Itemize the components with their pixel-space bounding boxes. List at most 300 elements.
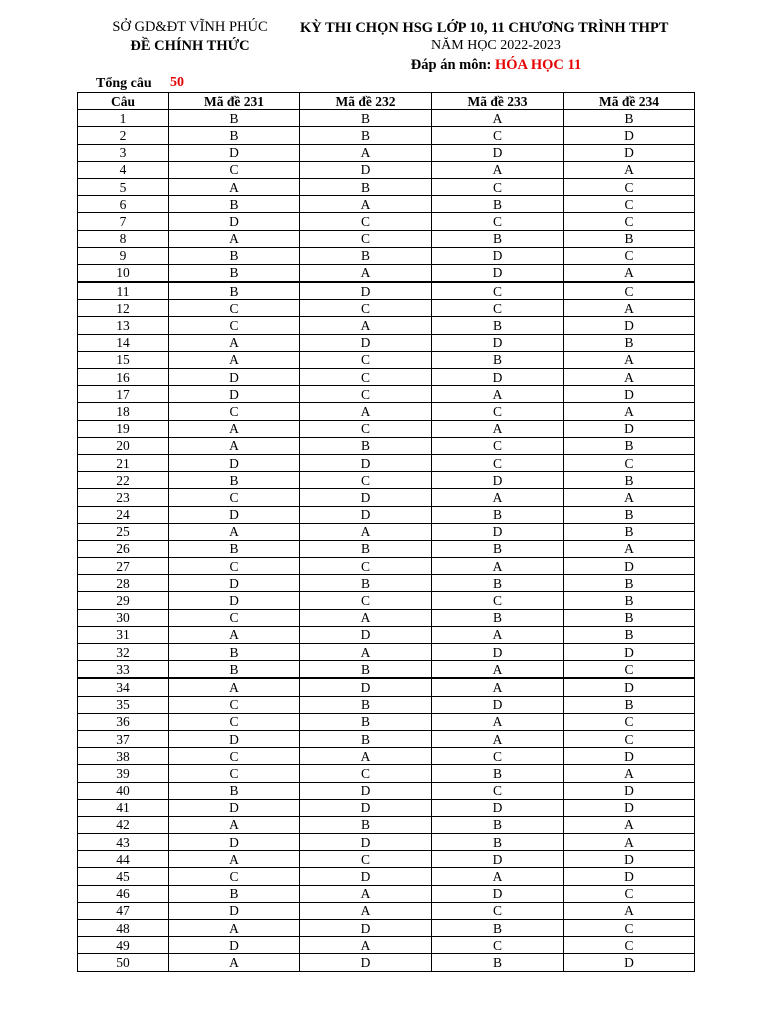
- answer-code-232: C: [300, 592, 432, 609]
- answer-code-232: B: [300, 540, 432, 557]
- answer-code-231: C: [169, 317, 300, 334]
- answer-code-234: C: [564, 920, 695, 937]
- answer-code-232: A: [300, 609, 432, 626]
- answer-code-232: B: [300, 437, 432, 454]
- answer-code-231: B: [169, 247, 300, 264]
- table-row: [78, 540, 695, 557]
- table-row: [78, 144, 695, 161]
- answer-code-231: D: [169, 386, 300, 403]
- answer-code-232: C: [300, 386, 432, 403]
- answer-code-234: B: [564, 609, 695, 626]
- question-number: 20: [78, 437, 169, 454]
- answer-code-232: A: [300, 523, 432, 540]
- answer-key-title: Đáp án môn: HÓA HỌC 11: [410, 57, 582, 73]
- column-header-question: Câu: [78, 93, 169, 110]
- question-number: 5: [78, 178, 169, 195]
- answer-code-234: C: [564, 937, 695, 954]
- table-row: [78, 644, 695, 661]
- answer-code-234: B: [564, 230, 695, 247]
- answer-code-233: D: [432, 472, 564, 489]
- table-row: [78, 213, 695, 230]
- answer-code-232: A: [300, 937, 432, 954]
- answer-code-231: B: [169, 282, 300, 300]
- answer-code-233: C: [432, 454, 564, 471]
- answer-code-232: B: [300, 816, 432, 833]
- answer-code-231: D: [169, 506, 300, 523]
- answer-code-233: D: [432, 696, 564, 713]
- answer-code-234: B: [564, 696, 695, 713]
- answer-code-234: A: [564, 834, 695, 851]
- answer-code-233: C: [432, 902, 564, 919]
- table-row: [78, 713, 695, 730]
- answer-code-231: D: [169, 937, 300, 954]
- answer-code-231: C: [169, 558, 300, 575]
- answer-code-232: A: [300, 885, 432, 902]
- answer-code-231: A: [169, 230, 300, 247]
- question-number: 48: [78, 920, 169, 937]
- answer-code-231: A: [169, 351, 300, 368]
- answer-code-231: C: [169, 489, 300, 506]
- question-number: 22: [78, 472, 169, 489]
- table-row: [78, 506, 695, 523]
- answer-code-234: A: [564, 765, 695, 782]
- question-number: 42: [78, 816, 169, 833]
- table-row: [78, 230, 695, 247]
- school-year: NĂM HỌC 2022-2023: [431, 38, 561, 53]
- question-number: 37: [78, 730, 169, 747]
- question-number: 28: [78, 575, 169, 592]
- answer-code-234: C: [564, 454, 695, 471]
- answer-code-232: D: [300, 334, 432, 351]
- answer-code-232: D: [300, 868, 432, 885]
- answer-code-231: D: [169, 369, 300, 386]
- answer-code-234: D: [564, 644, 695, 661]
- answer-code-232: D: [300, 678, 432, 696]
- table-row: [78, 661, 695, 679]
- answer-code-231: A: [169, 954, 300, 971]
- answer-code-233: D: [432, 334, 564, 351]
- department-name: SỞ GD&ĐT VĨNH PHÚC: [112, 19, 268, 35]
- answer-code-233: C: [432, 127, 564, 144]
- answer-code-233: B: [432, 834, 564, 851]
- table-row: [78, 161, 695, 178]
- answer-code-233: C: [432, 213, 564, 230]
- answer-code-234: C: [564, 730, 695, 747]
- question-number: 15: [78, 351, 169, 368]
- answer-code-233: B: [432, 317, 564, 334]
- answer-code-234: D: [564, 558, 695, 575]
- table-row: [78, 782, 695, 799]
- answer-code-233: A: [432, 110, 564, 127]
- answer-code-234: A: [564, 902, 695, 919]
- table-row: [78, 110, 695, 127]
- answer-code-232: B: [300, 661, 432, 679]
- question-number: 41: [78, 799, 169, 816]
- question-number: 19: [78, 420, 169, 437]
- question-number: 38: [78, 748, 169, 765]
- answer-code-232: D: [300, 782, 432, 799]
- answer-code-231: D: [169, 213, 300, 230]
- table-row: [78, 868, 695, 885]
- answer-code-234: D: [564, 954, 695, 971]
- answer-code-231: B: [169, 644, 300, 661]
- table-row: [78, 317, 695, 334]
- answer-code-234: A: [564, 816, 695, 833]
- answer-code-233: D: [432, 885, 564, 902]
- question-number: 25: [78, 523, 169, 540]
- table-row: [78, 678, 695, 696]
- question-number: 27: [78, 558, 169, 575]
- answer-code-234: C: [564, 178, 695, 195]
- question-number: 16: [78, 369, 169, 386]
- answer-code-233: C: [432, 300, 564, 317]
- answer-code-233: D: [432, 264, 564, 282]
- answer-code-234: B: [564, 592, 695, 609]
- answer-code-233: B: [432, 816, 564, 833]
- answer-code-232: D: [300, 920, 432, 937]
- table-row: [78, 127, 695, 144]
- answer-code-233: A: [432, 489, 564, 506]
- question-number: 45: [78, 868, 169, 885]
- answer-code-233: C: [432, 437, 564, 454]
- answer-code-231: B: [169, 264, 300, 282]
- answer-code-233: D: [432, 523, 564, 540]
- answer-code-232: C: [300, 230, 432, 247]
- question-number: 35: [78, 696, 169, 713]
- answer-code-234: A: [564, 264, 695, 282]
- answer-code-234: B: [564, 575, 695, 592]
- answer-code-232: A: [300, 144, 432, 161]
- answer-code-231: B: [169, 885, 300, 902]
- answer-code-231: B: [169, 196, 300, 213]
- answer-code-233: D: [432, 144, 564, 161]
- answer-code-233: A: [432, 161, 564, 178]
- answer-code-232: D: [300, 489, 432, 506]
- answer-code-232: C: [300, 369, 432, 386]
- answer-code-233: C: [432, 748, 564, 765]
- table-row: [78, 575, 695, 592]
- answer-code-234: D: [564, 386, 695, 403]
- answer-code-231: C: [169, 300, 300, 317]
- answer-code-231: B: [169, 782, 300, 799]
- answer-code-232: B: [300, 696, 432, 713]
- answer-code-231: A: [169, 920, 300, 937]
- answer-code-233: D: [432, 851, 564, 868]
- answer-code-234: D: [564, 799, 695, 816]
- answer-code-231: C: [169, 403, 300, 420]
- answer-code-232: D: [300, 799, 432, 816]
- answer-code-232: B: [300, 247, 432, 264]
- answer-code-234: B: [564, 506, 695, 523]
- answer-code-231: B: [169, 661, 300, 679]
- answer-code-232: C: [300, 351, 432, 368]
- question-number: 50: [78, 954, 169, 971]
- answer-code-232: D: [300, 506, 432, 523]
- answer-code-234: C: [564, 282, 695, 300]
- answer-code-231: C: [169, 868, 300, 885]
- table-row: [78, 300, 695, 317]
- answer-code-233: C: [432, 782, 564, 799]
- question-number: 4: [78, 161, 169, 178]
- table-row: [78, 885, 695, 902]
- answer-code-231: A: [169, 420, 300, 437]
- answer-code-233: A: [432, 730, 564, 747]
- answer-code-233: D: [432, 247, 564, 264]
- answer-code-234: D: [564, 317, 695, 334]
- answer-code-233: C: [432, 178, 564, 195]
- answer-code-231: A: [169, 437, 300, 454]
- table-row: [78, 264, 695, 282]
- question-number: 14: [78, 334, 169, 351]
- answer-code-232: C: [300, 420, 432, 437]
- answer-code-231: D: [169, 834, 300, 851]
- answer-code-231: C: [169, 765, 300, 782]
- answer-code-234: B: [564, 523, 695, 540]
- question-number: 6: [78, 196, 169, 213]
- answer-code-231: B: [169, 110, 300, 127]
- answer-code-233: A: [432, 661, 564, 679]
- answer-code-233: A: [432, 558, 564, 575]
- answer-code-234: A: [564, 369, 695, 386]
- answer-code-233: D: [432, 799, 564, 816]
- answer-code-232: C: [300, 472, 432, 489]
- answer-code-233: C: [432, 403, 564, 420]
- table-row: [78, 799, 695, 816]
- table-row: [78, 558, 695, 575]
- table-row: [78, 334, 695, 351]
- answer-code-233: A: [432, 626, 564, 643]
- subject-name: HÓA HỌC 11: [495, 57, 582, 73]
- answer-code-232: A: [300, 317, 432, 334]
- table-row: [78, 765, 695, 782]
- table-row: [78, 351, 695, 368]
- question-number: 9: [78, 247, 169, 264]
- column-header-code-233: Mã đề 233: [432, 93, 564, 110]
- answer-code-231: A: [169, 678, 300, 696]
- answer-code-234: C: [564, 196, 695, 213]
- question-number: 30: [78, 609, 169, 626]
- answer-code-231: B: [169, 127, 300, 144]
- question-number: 1: [78, 110, 169, 127]
- answer-code-231: D: [169, 454, 300, 471]
- table-row: [78, 472, 695, 489]
- question-number: 8: [78, 230, 169, 247]
- question-number: 43: [78, 834, 169, 851]
- answer-code-233: B: [432, 609, 564, 626]
- answer-code-231: D: [169, 575, 300, 592]
- question-number: 26: [78, 540, 169, 557]
- column-header-code-231: Mã đề 231: [169, 93, 300, 110]
- table-row: [78, 816, 695, 833]
- answer-code-234: D: [564, 127, 695, 144]
- question-number: 39: [78, 765, 169, 782]
- question-number: 13: [78, 317, 169, 334]
- answer-code-232: A: [300, 264, 432, 282]
- table-row: [78, 523, 695, 540]
- answer-code-231: D: [169, 799, 300, 816]
- total-questions-label: Tổng câu: [96, 76, 152, 91]
- answer-key-prefix: Đáp án môn: [410, 57, 487, 73]
- answer-code-232: D: [300, 282, 432, 300]
- question-number: 49: [78, 937, 169, 954]
- table-row: [78, 696, 695, 713]
- answer-code-234: B: [564, 472, 695, 489]
- answer-code-234: C: [564, 885, 695, 902]
- answer-code-231: D: [169, 902, 300, 919]
- answer-code-232: C: [300, 558, 432, 575]
- answer-table: [77, 92, 695, 972]
- question-number: 11: [78, 282, 169, 300]
- question-number: 24: [78, 506, 169, 523]
- answer-code-233: D: [432, 369, 564, 386]
- table-row: [78, 178, 695, 195]
- official-label: ĐỀ CHÍNH THỨC: [130, 38, 250, 54]
- table-row: [78, 369, 695, 386]
- table-row: [78, 282, 695, 300]
- answer-code-233: B: [432, 765, 564, 782]
- answer-code-234: B: [564, 334, 695, 351]
- table-row: [78, 454, 695, 471]
- answer-code-234: D: [564, 782, 695, 799]
- table-row: [78, 748, 695, 765]
- table-row: [78, 592, 695, 609]
- answer-code-234: B: [564, 626, 695, 643]
- answer-code-232: B: [300, 575, 432, 592]
- table-row: [78, 937, 695, 954]
- answer-code-234: D: [564, 144, 695, 161]
- answer-code-233: A: [432, 868, 564, 885]
- answer-code-234: A: [564, 351, 695, 368]
- answer-code-232: B: [300, 127, 432, 144]
- answer-code-233: C: [432, 937, 564, 954]
- table-row: [78, 834, 695, 851]
- answer-code-234: C: [564, 213, 695, 230]
- answer-code-231: C: [169, 161, 300, 178]
- answer-code-234: B: [564, 437, 695, 454]
- answer-code-232: B: [300, 110, 432, 127]
- answer-code-231: D: [169, 592, 300, 609]
- answer-code-232: C: [300, 765, 432, 782]
- table-row: [78, 730, 695, 747]
- answer-code-231: A: [169, 178, 300, 195]
- question-number: 47: [78, 902, 169, 919]
- question-number: 29: [78, 592, 169, 609]
- question-number: 44: [78, 851, 169, 868]
- answer-code-231: D: [169, 144, 300, 161]
- table-row: [78, 851, 695, 868]
- column-header-code-234: Mã đề 234: [564, 93, 695, 110]
- answer-code-233: B: [432, 954, 564, 971]
- table-row: [78, 437, 695, 454]
- answer-code-233: A: [432, 420, 564, 437]
- table-row: [78, 403, 695, 420]
- table-row: [78, 920, 695, 937]
- answer-code-232: D: [300, 161, 432, 178]
- answer-code-231: B: [169, 472, 300, 489]
- answer-code-234: A: [564, 300, 695, 317]
- answer-code-231: A: [169, 816, 300, 833]
- question-number: 2: [78, 127, 169, 144]
- answer-code-231: C: [169, 748, 300, 765]
- table-row: [78, 196, 695, 213]
- table-row: [78, 420, 695, 437]
- question-number: 32: [78, 644, 169, 661]
- answer-code-231: A: [169, 334, 300, 351]
- answer-code-234: A: [564, 540, 695, 557]
- answer-code-231: A: [169, 523, 300, 540]
- answer-code-234: D: [564, 748, 695, 765]
- answer-code-234: A: [564, 489, 695, 506]
- answer-code-234: C: [564, 247, 695, 264]
- table-row: [78, 489, 695, 506]
- answer-code-233: B: [432, 351, 564, 368]
- table-row: [78, 609, 695, 626]
- answer-table-header-row: [78, 93, 695, 110]
- question-number: 33: [78, 661, 169, 679]
- answer-code-231: A: [169, 851, 300, 868]
- answer-code-234: A: [564, 403, 695, 420]
- answer-code-232: D: [300, 454, 432, 471]
- answer-code-232: A: [300, 196, 432, 213]
- answer-code-232: C: [300, 213, 432, 230]
- answer-code-233: B: [432, 506, 564, 523]
- table-row: [78, 386, 695, 403]
- answer-code-232: D: [300, 834, 432, 851]
- answer-code-234: D: [564, 420, 695, 437]
- answer-code-231: C: [169, 609, 300, 626]
- answer-code-231: A: [169, 626, 300, 643]
- question-number: 23: [78, 489, 169, 506]
- answer-code-231: D: [169, 730, 300, 747]
- answer-code-233: B: [432, 920, 564, 937]
- question-number: 40: [78, 782, 169, 799]
- question-number: 31: [78, 626, 169, 643]
- answer-code-231: C: [169, 696, 300, 713]
- answer-code-233: A: [432, 386, 564, 403]
- answer-code-233: A: [432, 678, 564, 696]
- answer-code-232: C: [300, 851, 432, 868]
- question-number: 46: [78, 885, 169, 902]
- question-number: 21: [78, 454, 169, 471]
- question-number: 3: [78, 144, 169, 161]
- answer-code-231: C: [169, 713, 300, 730]
- answer-code-233: C: [432, 592, 564, 609]
- answer-code-234: B: [564, 110, 695, 127]
- answer-code-232: A: [300, 902, 432, 919]
- answer-code-233: B: [432, 540, 564, 557]
- answer-code-231: B: [169, 540, 300, 557]
- answer-code-234: C: [564, 713, 695, 730]
- answer-code-232: B: [300, 730, 432, 747]
- exam-title: KỲ THI CHỌN HSG LỚP 10, 11 CHƯƠNG TRÌNH THPT: [300, 20, 669, 36]
- answer-code-234: D: [564, 868, 695, 885]
- answer-code-234: D: [564, 851, 695, 868]
- column-header-code-232: Mã đề 232: [300, 93, 432, 110]
- table-row: [78, 902, 695, 919]
- answer-code-232: B: [300, 713, 432, 730]
- question-number: 18: [78, 403, 169, 420]
- answer-code-232: C: [300, 300, 432, 317]
- answer-code-233: B: [432, 230, 564, 247]
- answer-code-234: A: [564, 161, 695, 178]
- table-row: [78, 626, 695, 643]
- answer-code-233: B: [432, 196, 564, 213]
- table-row: [78, 954, 695, 971]
- question-number: 12: [78, 300, 169, 317]
- answer-code-233: C: [432, 282, 564, 300]
- answer-code-232: A: [300, 748, 432, 765]
- question-number: 10: [78, 264, 169, 282]
